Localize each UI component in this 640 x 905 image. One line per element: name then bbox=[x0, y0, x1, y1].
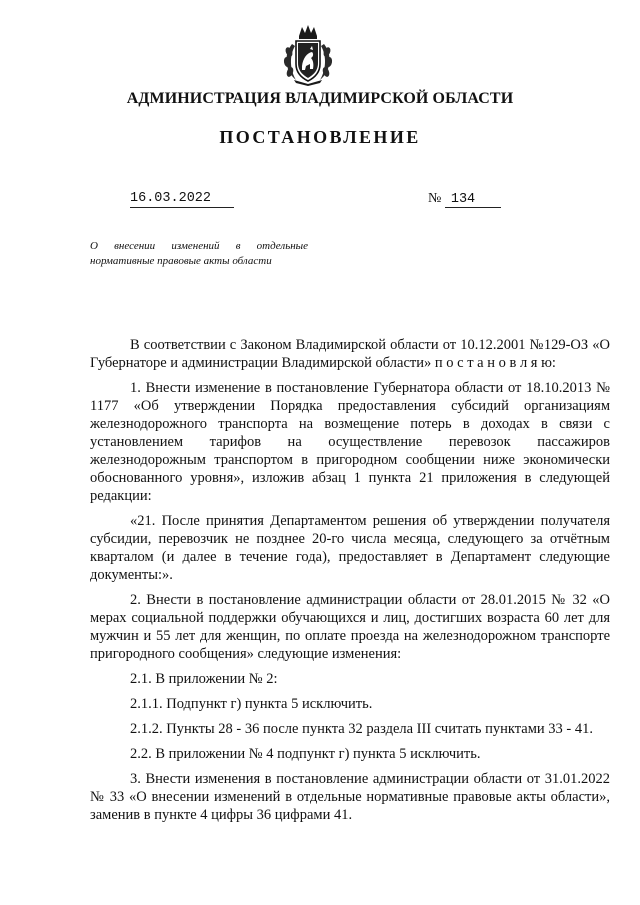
paragraph-item-3: 3. Внести изменения в постановление администрации области от 31.01.2022 № 33 «О внесении изменений в отдельные нормативные правовые акты области», заменив в пункте 4 цифры 36 цифрами 41. bbox=[90, 771, 610, 823]
paragraph-quote-21: «21. После принятия Департаментом решения об утверждении получателя субсидии, перевозчик не позднее 20-го числа месяца, следующего за отчётным кварталом (и далее в течение года), предоставляет в Департамент следующие документы:». bbox=[90, 513, 610, 583]
paragraph-preamble: В соответствии с Законом Владимирской области от 10.12.2001 №129-ОЗ «О Губернаторе и администрации Владимирской области» п о с т а н о в л я ю: bbox=[90, 337, 610, 371]
document-subject: О внесении изменений в отдельные нормативные правовые акты области bbox=[90, 240, 308, 267]
paragraph-item-2: 2. Внести в постановление администрации области от 28.01.2015 № 32 «О мерах социальной поддержки обучающихся и лиц, достигших возраста 60 лет для мужчин и 55 лет для женщин, по оплате проезда на железнодорожном транспорте пригородного сообщения» следующие изменения: bbox=[90, 592, 610, 662]
paragraph-item-2-1: 2.1. В приложении № 2: bbox=[130, 671, 278, 687]
coat-of-arms-icon bbox=[278, 22, 338, 86]
number-value: 134 bbox=[445, 192, 501, 208]
document-type: ПОСТАНОВЛЕНИЕ bbox=[219, 127, 421, 147]
organization-title: АДМИНИСТРАЦИЯ ВЛАДИМИРСКОЙ ОБЛАСТИ bbox=[126, 90, 514, 107]
number-sign: № bbox=[428, 191, 442, 206]
document-number bbox=[428, 191, 501, 208]
document-date: 16.03.2022 bbox=[130, 191, 234, 208]
paragraph-item-2-2: 2.2. В приложении № 4 подпункт г) пункта 5 исключить. bbox=[130, 746, 481, 762]
paragraph-item-1: 1. Внести изменение в постановление Губернатора области от 18.10.2013 № 1177 «Об утверждении Порядка предоставления субсидий организациям железнодорожного транспорта на возмещение потерь в доходах в связи с установлением тарифов на осуществление перевозок пассажиров железнодорожным транспортом в пригородном сообщении ниже экономически обоснованного уровня», изложив абзац 1 пункта 21 приложения в следующей редакции: bbox=[90, 380, 610, 504]
document-body bbox=[90, 336, 610, 831]
paragraph-item-2-1-2: 2.1.2. Пункты 28 - 36 после пункта 32 раздела III считать пунктами 33 - 41. bbox=[130, 721, 593, 737]
paragraph-item-2-1-1: 2.1.1. Подпункт г) пункта 5 исключить. bbox=[130, 696, 373, 712]
